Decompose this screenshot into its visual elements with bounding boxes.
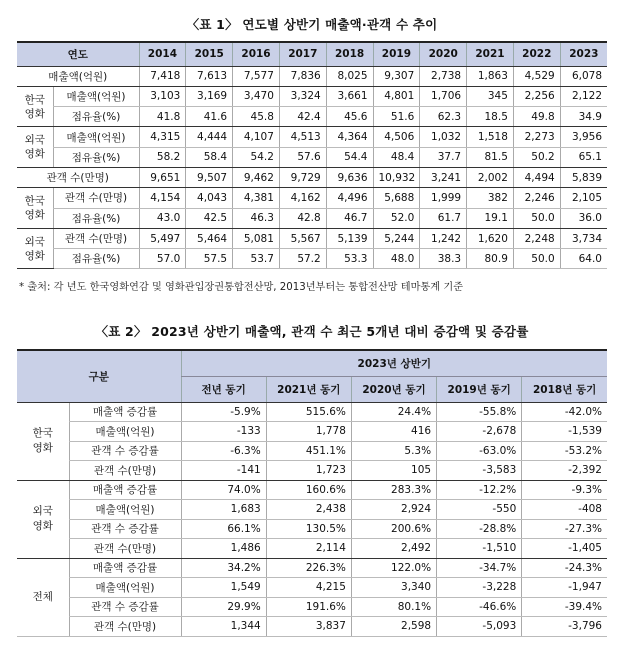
data-cell: 5,497	[139, 228, 186, 248]
year-col-header: 2016	[233, 42, 280, 66]
group-label: 한국 영화	[17, 188, 53, 229]
data-cell: 4,381	[233, 188, 280, 208]
data-cell: 7,577	[233, 66, 280, 86]
table-row	[17, 86, 607, 106]
data-cell: 2,122	[560, 86, 607, 106]
data-cell: 4,444	[186, 127, 233, 147]
data-cell: 34.9	[560, 107, 607, 127]
data-cell: 4,107	[233, 127, 280, 147]
table1-title: 〈표 1〉 연도별 상반기 매출액·관객 수 추이	[186, 17, 438, 32]
compare-col-header: 2021년 동기	[266, 376, 351, 402]
data-cell: 2,738	[420, 66, 467, 86]
row-label: 관객 수(만명)	[17, 167, 139, 187]
data-cell: 5.3%	[351, 441, 436, 461]
data-cell: 48.0	[373, 249, 420, 269]
data-cell: 24.4%	[351, 402, 436, 422]
data-cell: -133	[181, 422, 266, 442]
data-cell: -550	[437, 500, 522, 520]
year-col-header: 2017	[279, 42, 326, 66]
row-label: 매출액(억원)	[53, 127, 139, 147]
data-cell: 58.4	[186, 147, 233, 167]
data-cell: 1,518	[467, 127, 514, 147]
data-cell: 9,307	[373, 66, 420, 86]
data-cell: 5,839	[560, 167, 607, 187]
data-cell: 53.3	[326, 249, 373, 269]
change-rate-table	[17, 349, 607, 637]
data-cell: 3,169	[186, 86, 233, 106]
row-label: 관객 수 증감률	[69, 597, 181, 617]
data-cell: 5,139	[326, 228, 373, 248]
table-row	[17, 578, 607, 598]
data-cell: 4,801	[373, 86, 420, 106]
data-cell: -39.4%	[522, 597, 607, 617]
data-cell: 7,613	[186, 66, 233, 86]
data-cell: 9,729	[279, 167, 326, 187]
data-cell: 3,241	[420, 167, 467, 187]
data-cell: 2,273	[513, 127, 560, 147]
data-cell: 3,340	[351, 578, 436, 598]
table-row	[17, 617, 607, 637]
data-cell: 416	[351, 422, 436, 442]
data-cell: 122.0%	[351, 558, 436, 578]
data-cell: -53.2%	[522, 441, 607, 461]
table-row	[17, 66, 607, 86]
table-row	[17, 500, 607, 520]
data-cell: 3,661	[326, 86, 373, 106]
data-cell: 1,032	[420, 127, 467, 147]
data-cell: 42.5	[186, 208, 233, 228]
data-cell: 38.3	[420, 249, 467, 269]
table-row	[17, 539, 607, 559]
data-cell: 42.4	[279, 107, 326, 127]
data-cell: 1,999	[420, 188, 467, 208]
data-cell: -408	[522, 500, 607, 520]
row-label: 매출액(억원)	[53, 86, 139, 106]
data-cell: 1,778	[266, 422, 351, 442]
data-cell: 2,246	[513, 188, 560, 208]
table2-title: 〈표 2〉 2023년 상반기 매출액, 관객 수 최근 5개년 대비 증감액 및 증감률	[95, 324, 529, 339]
data-cell: 1,723	[266, 461, 351, 481]
data-cell: 4,496	[326, 188, 373, 208]
data-cell: 345	[467, 86, 514, 106]
data-cell: 64.0	[560, 249, 607, 269]
data-cell: 2,248	[513, 228, 560, 248]
year-col-header: 2020	[420, 42, 467, 66]
data-cell: 57.2	[279, 249, 326, 269]
data-cell: 41.8	[139, 107, 186, 127]
group-label: 전체	[17, 558, 69, 636]
year-col-header: 2014	[139, 42, 186, 66]
data-cell: 49.8	[513, 107, 560, 127]
data-cell: -42.0%	[522, 402, 607, 422]
data-cell: 53.7	[233, 249, 280, 269]
data-cell: 5,081	[233, 228, 280, 248]
data-cell: 4,506	[373, 127, 420, 147]
data-cell: -9.3%	[522, 480, 607, 500]
data-cell: 41.6	[186, 107, 233, 127]
data-cell: -12.2%	[437, 480, 522, 500]
data-cell: 191.6%	[266, 597, 351, 617]
data-cell: 4,494	[513, 167, 560, 187]
table-row	[17, 228, 607, 248]
data-cell: -63.0%	[437, 441, 522, 461]
row-label: 매출액 증감률	[69, 558, 181, 578]
data-cell: 74.0%	[181, 480, 266, 500]
data-cell: 130.5%	[266, 519, 351, 539]
group-label: 외국 영화	[17, 228, 53, 269]
year-col-header: 2022	[513, 42, 560, 66]
data-cell: 10,932	[373, 167, 420, 187]
row-label: 관객 수(만명)	[69, 539, 181, 559]
table-row	[17, 422, 607, 442]
data-cell: -46.6%	[437, 597, 522, 617]
row-label: 점유율(%)	[53, 147, 139, 167]
year-col-header: 2018	[326, 42, 373, 66]
data-cell: 50.2	[513, 147, 560, 167]
data-cell: 51.6	[373, 107, 420, 127]
data-cell: 43.0	[139, 208, 186, 228]
data-cell: 57.5	[186, 249, 233, 269]
table-row	[17, 147, 607, 167]
data-cell: 48.4	[373, 147, 420, 167]
data-cell: 515.6%	[266, 402, 351, 422]
data-cell: -34.7%	[437, 558, 522, 578]
data-cell: 4,529	[513, 66, 560, 86]
row-label: 관객 수 증감률	[69, 519, 181, 539]
compare-col-header: 전년 동기	[181, 376, 266, 402]
data-cell: 1,620	[467, 228, 514, 248]
data-cell: 57.0	[139, 249, 186, 269]
data-cell: 3,956	[560, 127, 607, 147]
data-cell: 1,344	[181, 617, 266, 637]
table-header-row	[17, 42, 607, 66]
data-cell: 1,549	[181, 578, 266, 598]
data-cell: -2,392	[522, 461, 607, 481]
data-cell: -55.8%	[437, 402, 522, 422]
row-label: 점유율(%)	[53, 107, 139, 127]
data-cell: 7,418	[139, 66, 186, 86]
gubun-header: 구분	[17, 350, 181, 402]
data-cell: 62.3	[420, 107, 467, 127]
data-cell: 18.5	[467, 107, 514, 127]
data-cell: 4,364	[326, 127, 373, 147]
row-label: 매출액 증감률	[69, 480, 181, 500]
data-cell: 80.9	[467, 249, 514, 269]
row-label: 매출액(억원)	[69, 500, 181, 520]
data-cell: 5,567	[279, 228, 326, 248]
data-cell: 2,114	[266, 539, 351, 559]
data-cell: 8,025	[326, 66, 373, 86]
data-cell: -27.3%	[522, 519, 607, 539]
data-cell: 3,103	[139, 86, 186, 106]
row-label: 점유율(%)	[53, 249, 139, 269]
compare-col-header: 2020년 동기	[351, 376, 436, 402]
group-label: 한국 영화	[17, 86, 53, 127]
year-col-header: 2019	[373, 42, 420, 66]
data-cell: 105	[351, 461, 436, 481]
table-row	[17, 167, 607, 187]
data-cell: 36.0	[560, 208, 607, 228]
row-label: 매출액(억원)	[17, 66, 139, 86]
compare-col-header: 2018년 동기	[522, 376, 607, 402]
group-label: 한국 영화	[17, 402, 69, 480]
data-cell: 1,863	[467, 66, 514, 86]
data-cell: 57.6	[279, 147, 326, 167]
row-label: 점유율(%)	[53, 208, 139, 228]
period-header: 2023년 상반기	[181, 350, 607, 376]
source-note: * 출처: 각 년도 한국영화연감 및 영화관입장권통합전산망, 2013년부터는 통합전산망 테마통계 기준	[19, 282, 464, 293]
table-row	[17, 127, 607, 147]
year-col-header: 2023	[560, 42, 607, 66]
table-row	[17, 441, 607, 461]
row-label: 매출액 증감률	[69, 402, 181, 422]
data-cell: -2,678	[437, 422, 522, 442]
data-cell: 451.1%	[266, 441, 351, 461]
data-cell: 45.6	[326, 107, 373, 127]
table-row	[17, 519, 607, 539]
data-cell: -1,405	[522, 539, 607, 559]
data-cell: 226.3%	[266, 558, 351, 578]
data-cell: 9,462	[233, 167, 280, 187]
data-cell: 7,836	[279, 66, 326, 86]
data-cell: 61.7	[420, 208, 467, 228]
data-cell: 81.5	[467, 147, 514, 167]
data-cell: 5,464	[186, 228, 233, 248]
data-cell: 4,513	[279, 127, 326, 147]
data-cell: -1,947	[522, 578, 607, 598]
data-cell: -1,539	[522, 422, 607, 442]
table-row	[17, 558, 607, 578]
table-row	[17, 597, 607, 617]
data-cell: 3,734	[560, 228, 607, 248]
data-cell: -3,228	[437, 578, 522, 598]
row-label: 관객 수(만명)	[69, 461, 181, 481]
data-cell: 45.8	[233, 107, 280, 127]
data-cell: -5.9%	[181, 402, 266, 422]
data-cell: -141	[181, 461, 266, 481]
data-cell: 200.6%	[351, 519, 436, 539]
row-label: 관객 수(만명)	[69, 617, 181, 637]
data-cell: 19.1	[467, 208, 514, 228]
year-col-header: 2021	[467, 42, 514, 66]
group-label: 외국 영화	[17, 127, 53, 168]
data-cell: 80.1%	[351, 597, 436, 617]
annual-sales-table	[17, 41, 607, 269]
data-cell: 1,242	[420, 228, 467, 248]
table-row	[17, 188, 607, 208]
data-cell: -6.3%	[181, 441, 266, 461]
data-cell: -28.8%	[437, 519, 522, 539]
data-cell: 29.9%	[181, 597, 266, 617]
data-cell: 2,924	[351, 500, 436, 520]
data-cell: 9,507	[186, 167, 233, 187]
table-row	[17, 480, 607, 500]
data-cell: 42.8	[279, 208, 326, 228]
data-cell: 9,651	[139, 167, 186, 187]
data-cell: 34.2%	[181, 558, 266, 578]
data-cell: 3,470	[233, 86, 280, 106]
data-cell: 9,636	[326, 167, 373, 187]
data-cell: 283.3%	[351, 480, 436, 500]
table-row	[17, 107, 607, 127]
year-header: 연도	[17, 42, 139, 66]
data-cell: 54.4	[326, 147, 373, 167]
data-cell: 4,154	[139, 188, 186, 208]
data-cell: 2,256	[513, 86, 560, 106]
table-row	[17, 249, 607, 269]
data-cell: 2,598	[351, 617, 436, 637]
year-col-header: 2015	[186, 42, 233, 66]
data-cell: 160.6%	[266, 480, 351, 500]
data-cell: 2,438	[266, 500, 351, 520]
data-cell: 3,837	[266, 617, 351, 637]
data-cell: 6,078	[560, 66, 607, 86]
data-cell: 52.0	[373, 208, 420, 228]
data-cell: 2,105	[560, 188, 607, 208]
data-cell: 5,244	[373, 228, 420, 248]
data-cell: -3,583	[437, 461, 522, 481]
data-cell: -3,796	[522, 617, 607, 637]
row-label: 매출액(억원)	[69, 422, 181, 442]
data-cell: 66.1%	[181, 519, 266, 539]
compare-col-header: 2019년 동기	[437, 376, 522, 402]
data-cell: 4,043	[186, 188, 233, 208]
data-cell: 1,706	[420, 86, 467, 106]
data-cell: 54.2	[233, 147, 280, 167]
row-label: 매출액(억원)	[69, 578, 181, 598]
data-cell: 5,688	[373, 188, 420, 208]
data-cell: 2,492	[351, 539, 436, 559]
row-label: 관객 수 증감률	[69, 441, 181, 461]
data-cell: 50.0	[513, 249, 560, 269]
data-cell: 1,683	[181, 500, 266, 520]
table-row	[17, 208, 607, 228]
data-cell: 58.2	[139, 147, 186, 167]
data-cell: 65.1	[560, 147, 607, 167]
data-cell: 382	[467, 188, 514, 208]
data-cell: 50.0	[513, 208, 560, 228]
group-label: 외국 영화	[17, 480, 69, 558]
data-cell: 4,315	[139, 127, 186, 147]
data-cell: 1,486	[181, 539, 266, 559]
data-cell: -5,093	[437, 617, 522, 637]
data-cell: 4,215	[266, 578, 351, 598]
data-cell: -1,510	[437, 539, 522, 559]
table-header-row	[17, 350, 607, 376]
data-cell: 46.7	[326, 208, 373, 228]
data-cell: 46.3	[233, 208, 280, 228]
data-cell: 4,162	[279, 188, 326, 208]
data-cell: 37.7	[420, 147, 467, 167]
table-row	[17, 402, 607, 422]
data-cell: -24.3%	[522, 558, 607, 578]
data-cell: 3,324	[279, 86, 326, 106]
row-label: 관객 수(만명)	[53, 188, 139, 208]
table-row	[17, 461, 607, 481]
data-cell: 2,002	[467, 167, 514, 187]
row-label: 관객 수(만명)	[53, 228, 139, 248]
